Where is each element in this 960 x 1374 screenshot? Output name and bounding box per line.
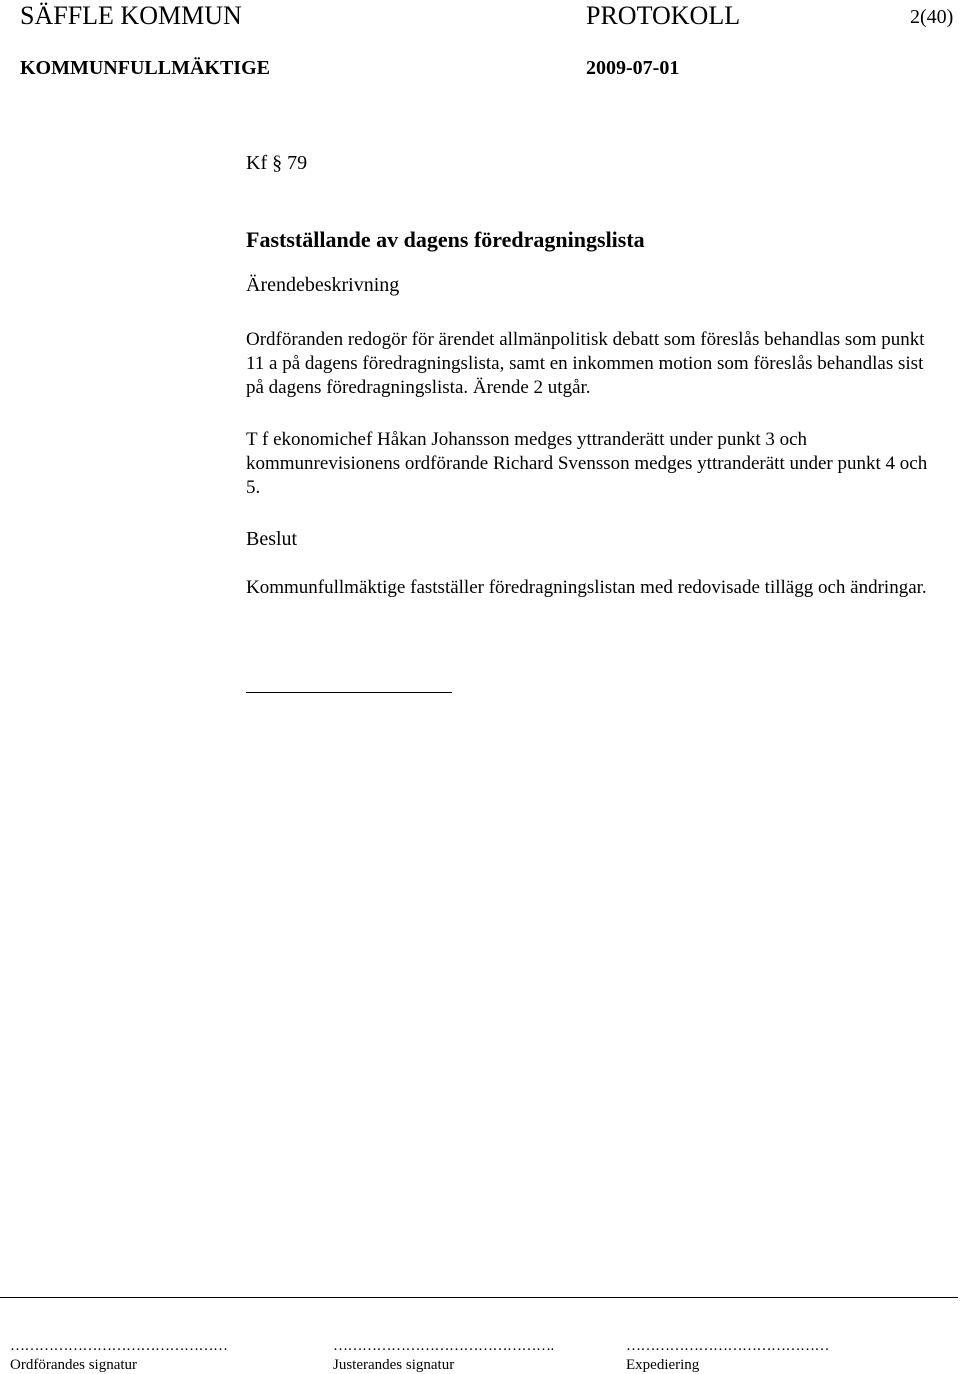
description-heading: Ärendebeskrivning bbox=[246, 274, 400, 296]
signature-label-dispatch: Expediering bbox=[626, 1357, 700, 1373]
signature-line-dispatch: …………………………………… bbox=[626, 1338, 829, 1354]
body-name: KOMMUNFULLMÄKTIGE bbox=[20, 57, 270, 79]
signature-label-chair: Ordförandes signatur bbox=[10, 1357, 138, 1373]
footer-divider bbox=[0, 1297, 958, 1298]
paragraph-reference: Kf § 79 bbox=[246, 152, 308, 174]
signature-label-adjuster: Justerandes signatur bbox=[333, 1357, 455, 1373]
organization-name: SÄFFLE KOMMUN bbox=[20, 1, 242, 30]
document-type: PROTOKOLL bbox=[586, 1, 741, 30]
meeting-date: 2009-07-01 bbox=[586, 57, 680, 79]
item-end-divider bbox=[246, 692, 452, 693]
decision-heading: Beslut bbox=[246, 528, 298, 550]
signature-line-adjuster: ………………………………………. bbox=[333, 1338, 554, 1354]
description-text: Ordföranden redogör för ärendet allmänpolitisk debatt som föreslås behandlas som punkt 11 a på dagens föredragningslista, samt en inkommen motion som föreslås behandlas sist på dagens föredragningslista. Ärende 2 utgår. bbox=[246, 329, 925, 398]
decision-text: Kommunfullmäktige fastställer föredragningslistan med redovisade tillägg och ändringar. bbox=[246, 577, 927, 598]
page-number: 2(40) bbox=[910, 6, 954, 28]
signature-line-chair: ……………………………………… bbox=[10, 1338, 228, 1354]
speaking-rights-text: T f ekonomichef Håkan Johansson medges yttranderätt under punkt 3 och kommunrevisionens ordförande Richard Svensson medges yttranderätt under punkt 4 och 5. bbox=[246, 429, 928, 498]
item-title: Fastställande av dagens föredragningslista bbox=[246, 227, 645, 252]
